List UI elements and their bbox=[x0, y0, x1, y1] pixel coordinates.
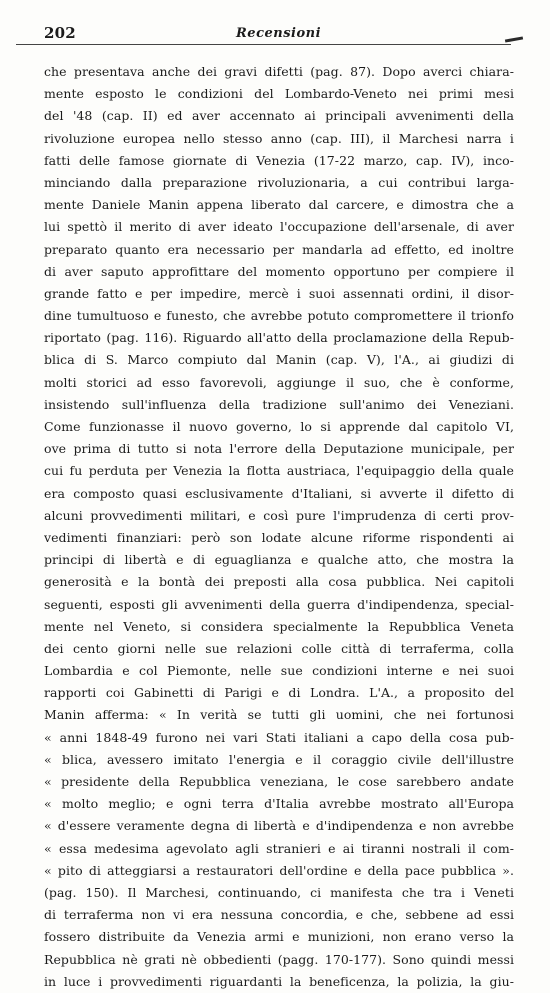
text-line: (pag. 150). Il Marchesi, continuando, ci manifesta che tra i Veneti bbox=[44, 884, 514, 900]
text-line: alcuni provvedimenti militari, e così pure l'imprudenza di certi prov- bbox=[44, 507, 514, 523]
text-line: Manin afferma: « In verità se tutti gli uomini, che nei fortunosi bbox=[44, 707, 514, 723]
text-line: principi di libertà e di eguaglianza e qualche atto, che mostra la bbox=[44, 552, 514, 568]
header-rule bbox=[16, 44, 511, 45]
text-line: dei cento giorni nelle sue relazioni colle città di terraferma, colla bbox=[44, 640, 514, 656]
text-line: del '48 (cap. II) ed aver accennato ai principali avvenimenti della bbox=[44, 108, 514, 124]
text-line: blica di S. Marco compiuto dal Manin (cap. V), l'A., ai giudizi di bbox=[44, 352, 514, 368]
text-line: cui fu perduta per Venezia la flotta austriaca, l'equipaggio della quale bbox=[44, 463, 514, 479]
text-line: « blica, avessero imitato l'energia e il coraggio civile dell'illustre bbox=[44, 751, 514, 767]
text-line: fatti delle famose giornate di Venezia (17-22 marzo, cap. IV), inco- bbox=[44, 152, 514, 168]
text-line: di terraferma non vi era nessuna concordia, e che, sebbene ad essi bbox=[44, 907, 514, 923]
text-line: « molto meglio; e ogni terra d'Italia avrebbe mostrato all'Europa bbox=[44, 796, 514, 812]
text-line: riportato (pag. 116). Riguardo all'atto della proclamazione della Repub- bbox=[44, 330, 514, 346]
running-head: Recensioni bbox=[236, 26, 322, 41]
body-text bbox=[44, 61, 514, 993]
text-line: « essa medesima agevolato agli stranieri e ai tiranni nostrali il com- bbox=[44, 840, 514, 856]
text-line: mente esposto le condizioni del Lombardo-Veneto nei primi mesi bbox=[44, 86, 514, 102]
text-line: lui spettò il merito di aver ideato l'occupazione dell'arsenale, di aver bbox=[44, 219, 514, 235]
text-line: molti storici ad esso favorevoli, aggiunge il suo, che è conforme, bbox=[44, 374, 514, 390]
text-line: « d'essere veramente degna di libertà e d'indipendenza e non avrebbe bbox=[44, 818, 514, 834]
text-line: fossero distribuite da Venezia armi e munizioni, non erano verso la bbox=[44, 929, 514, 945]
text-line: in luce i provvedimenti riguardanti la beneficenza, la polizia, la giu- bbox=[44, 973, 514, 989]
text-line: era composto quasi esclusivamente d'Italiani, si avverte il difetto di bbox=[44, 485, 514, 501]
text-line: mente nel Veneto, si considera specialmente la Repubblica Veneta bbox=[44, 618, 514, 634]
text-line: grande fatto e per impedire, mercè i suoi assennati ordini, il disor- bbox=[44, 285, 514, 301]
text-line: preparato quanto era necessario per mandarla ad effetto, ed inoltre bbox=[44, 241, 514, 257]
page-header bbox=[28, 18, 523, 44]
text-line: di aver saputo approfittare del momento opportuno per compiere il bbox=[44, 263, 514, 279]
text-line: dine tumultuoso e funesto, che avrebbe potuto compromettere il trionfo bbox=[44, 308, 514, 324]
ink-mark bbox=[505, 36, 523, 42]
text-line: « presidente della Repubblica veneziana, le cose sarebbero andate bbox=[44, 774, 514, 789]
text-line: minciando dalla preparazione rivoluzionaria, a cui contribui larga- bbox=[44, 174, 514, 190]
page-number: 202 bbox=[44, 24, 76, 42]
text-line: Come funzionasse il nuovo governo, lo si apprende dal capitolo VI, bbox=[44, 419, 514, 434]
text-line: vedimenti finanziari: però son lodate alcune riforme rispondenti ai bbox=[44, 529, 514, 545]
text-line: Repubblica nè grati nè obbedienti (pagg. 170-177). Sono quindi messi bbox=[44, 951, 514, 967]
text-line: generosità e la bontà dei preposti alla cosa pubblica. Nei capitoli bbox=[44, 574, 514, 590]
text-line: Lombardia e col Piemonte, nelle sue condizioni interne e nei suoi bbox=[44, 663, 514, 679]
text-line: mente Daniele Manin appena liberato dal carcere, e dimostra che a bbox=[44, 197, 514, 213]
text-line: insistendo sull'influenza della tradizione sull'animo dei Veneziani. bbox=[44, 396, 514, 412]
text-line: che presentava anche dei gravi difetti (pag. 87). Dopo averci chiara- bbox=[44, 64, 514, 79]
text-line: rapporti coi Gabinetti di Parigi e di Londra. L'A., a proposito del bbox=[44, 685, 514, 701]
text-line: ove prima di tutto si nota l'errore della Deputazione municipale, per bbox=[44, 441, 514, 457]
text-line: « anni 1848-49 furono nei vari Stati italiani a capo della cosa pub- bbox=[44, 729, 514, 745]
text-line: seguenti, esposti gli avvenimenti della guerra d'indipendenza, special- bbox=[44, 596, 514, 612]
text-line: rivoluzione europea nello stesso anno (cap. III), il Marchesi narra i bbox=[44, 130, 514, 146]
text-line: « pito di atteggiarsi a restauratori dell'ordine e della pace pubblica ». bbox=[44, 862, 514, 878]
